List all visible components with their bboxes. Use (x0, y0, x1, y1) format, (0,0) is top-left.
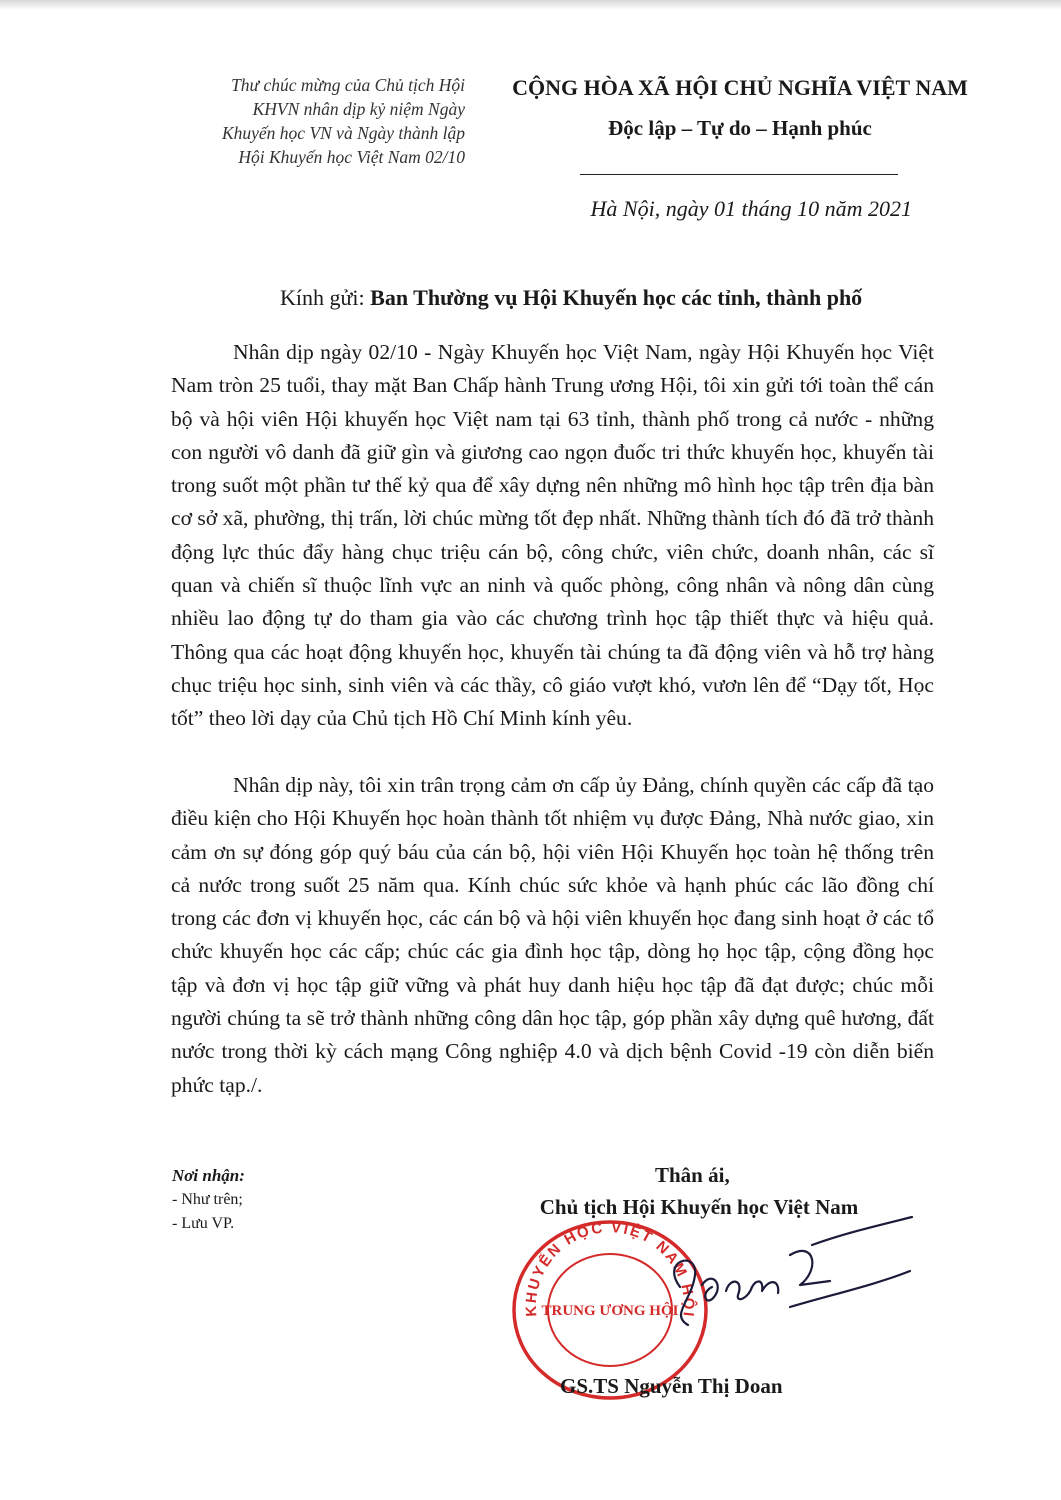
document-summary (135, 73, 465, 169)
recipients-heading: Nơi nhận: (172, 1166, 245, 1185)
national-title: CỘNG HÒA XÃ HỘI CHỦ NGHĨA VIỆT NAM (512, 75, 968, 100)
document-date: Hà Nội, ngày 01 tháng 10 năm 2021 (590, 196, 912, 221)
recipient-name: Ban Thường vụ Hội Khuyến học các tỉnh, thành phố (370, 285, 863, 310)
summary-line: Khuyến học VN và Ngày thành lập (221, 123, 465, 143)
recipient-item: - Lưu VP. (172, 1215, 235, 1232)
seal-center-text: TRUNG ƯƠNG HỘI (541, 1303, 679, 1319)
scan-edge (0, 0, 1061, 10)
recipients-list (172, 1164, 245, 1236)
summary-line: Thư chúc mừng của Chủ tịch Hội (231, 75, 465, 95)
signer-title: Chủ tịch Hội Khuyến học Việt Nam (539, 1195, 859, 1219)
motto-underline (580, 174, 898, 175)
recipient-item: - Như trên; (172, 1191, 243, 1208)
paragraph: Nhân dịp ngày 02/10 - Ngày Khuyến học Việt Nam, ngày Hội Khuyến học Việt Nam tròn 25 tuổi, thay mặt Ban Chấp hành Trung ương Hội, tôi xin gửi tới toàn thể cán bộ và hội viên Hội khuyến học Việt nam tại 63 tỉnh, thành phố trong cả nước - những con người vô danh đã giữ gìn và giương cao ngọn đuốc tri thức khuyến học, khuyến tài trong suốt một phần tư thế kỷ qua để xây dựng nên những mô hình học tập trên địa bàn cơ sở xã, phường, thị trấn, lời chúc mừng tốt đẹp nhất. Những thành tích đó đã trở thành động lực thúc đẩy hàng chục triệu cán bộ, công chức, viên chức, doanh nhân, các sĩ quan và chiến sĩ thuộc lĩnh vực an ninh và quốc phòng, công nhân và nông dân cùng nhiều lao động tự do tham gia vào các chương trình học tập thiết thực và hiệu quả. Thông qua các hoạt động khuyến học, khuyến tài chúng ta đã động viên và hỗ trợ hàng chục triệu học sinh, sinh viên và các thầy, cô giáo vượt khó, vươn lên để “Dạy tốt, Học tốt” theo lời dạy của Chủ tịch Hồ Chí Minh kính yêu. (171, 340, 934, 731)
closing-salutation: Thân ái, (655, 1163, 730, 1187)
recipient-line (280, 285, 862, 311)
letter-body-2 (171, 769, 934, 1102)
handwritten-signature (640, 1215, 920, 1335)
letter-body-1 (171, 336, 934, 736)
national-motto: Độc lập – Tự do – Hạnh phúc (608, 116, 872, 140)
summary-line: Hội Khuyến học Việt Nam 02/10 (238, 147, 465, 167)
seal-outer-text: KHUYẾN HỌC VIỆT NAM HỘI (522, 1219, 698, 1320)
summary-line: KHVN nhân dịp kỷ niệm Ngày (252, 99, 465, 119)
paragraph: Nhân dịp này, tôi xin trân trọng cảm ơn cấp ủy Đảng, chính quyền các cấp đã tạo điều kiện cho Hội Khuyến học hoàn thành tốt nhiệm vụ được Đảng, Nhà nước giao, xin cảm ơn sự đóng góp quý báu của cán bộ, hội viên Hội Khuyến học toàn hệ thống trên cả nước trong suốt 25 năm qua. Kính chúc sức khỏe và hạnh phúc các lão đồng chí trong các đơn vị khuyến học, các cán bộ và hội viên khuyến học đang sinh hoạt ở các tổ chức khuyến học các cấp; chúc các gia đình học tập, dòng họ học tập, cộng đồng học tập và đơn vị học tập giữ vững và phát huy danh hiệu học tập đã đạt được; chúc mỗi người chúng ta sẽ trở thành những công dân học tập, góp phần xây dựng quê hương, đất nước trong thời kỳ cách mạng Công nghiệp 4.0 và dịch bệnh Covid -19 còn diễn biến phức tạp./. (171, 773, 934, 1097)
recipient-prefix: Kính gửi: (280, 285, 371, 310)
signer-name: GS.TS Nguyễn Thị Doan (560, 1374, 783, 1398)
